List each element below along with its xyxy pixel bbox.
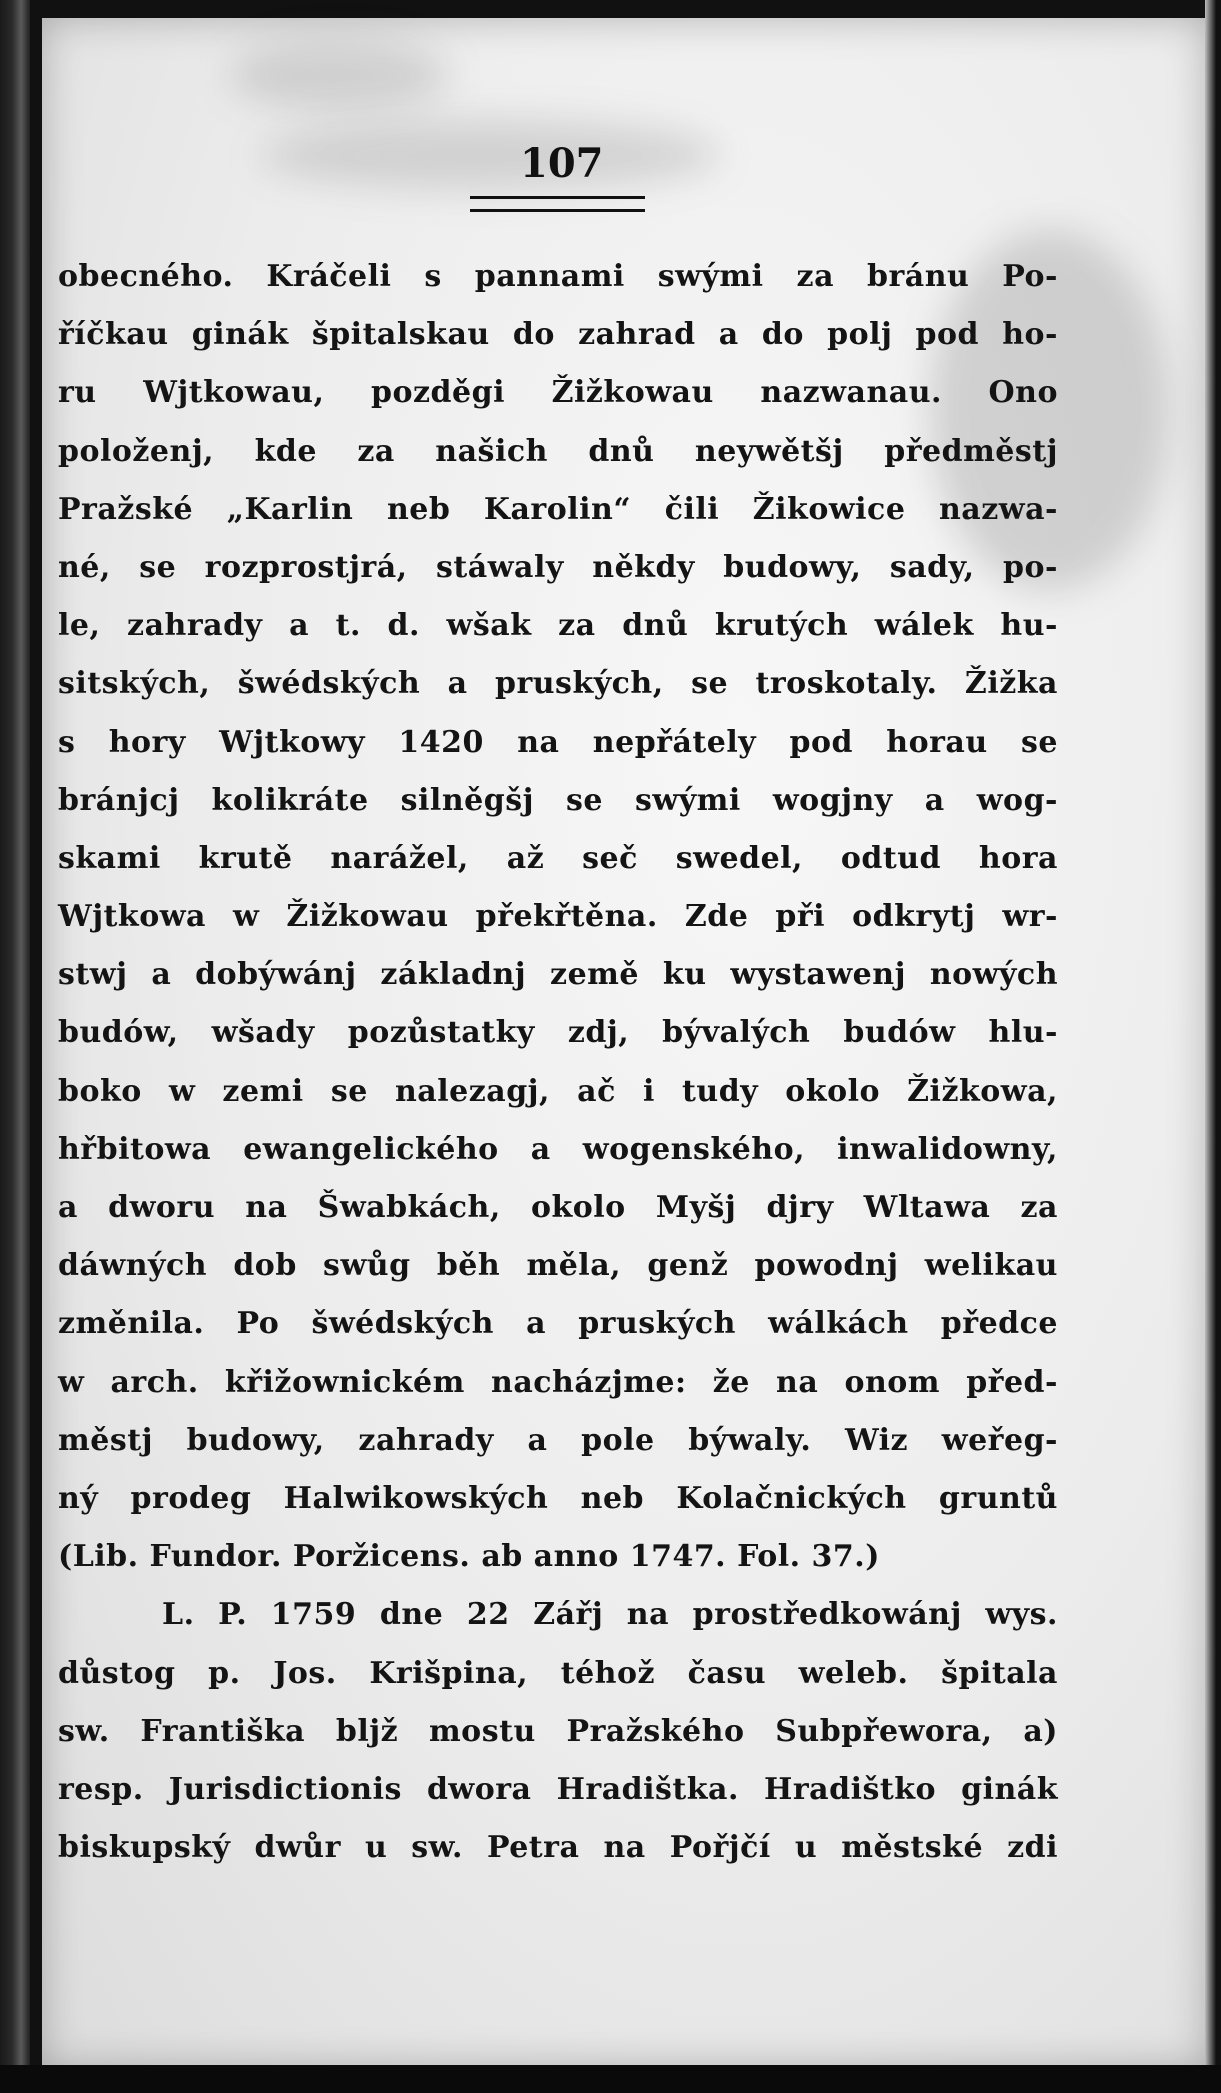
text-line: změnila. Po šwédských a pruských wálkách předce	[58, 1306, 1058, 1342]
text-line: skami krutě narážel, až seč swedel, odtud hora	[58, 840, 1058, 876]
text-line: bránjcj kolikráte silněgšj se swými wogjny a wog-	[58, 782, 1058, 818]
paragraph-start-line: L. P. 1759 dne 22 Zářj na prostředkowánj wys.	[162, 1597, 1058, 1633]
text-line: městj budowy, zahrady a pole býwaly. Wiz weřeg-	[58, 1422, 1058, 1458]
text-line: dáwných dob swůg běh měla, genž powodnj welikau	[58, 1248, 1058, 1284]
text-line: říčkau ginák špitalskau do zahrad a do polj pod ho-	[58, 317, 1058, 353]
text-line: s hory Wjtkowy 1420 na nepřátely pod horau se	[58, 724, 1058, 760]
text-line: le, zahrady a t. d. wšak za dnů krutých wálek hu-	[58, 608, 1058, 644]
page-number: 107	[520, 140, 604, 187]
body-text	[58, 248, 1058, 1877]
text-line: w arch. křižownickém nacházjme: že na onom před-	[58, 1364, 1058, 1400]
text-line: resp. Jurisdictionis dwora Hradištka. Hradištko ginák	[58, 1771, 1058, 1807]
text-line: boko w zemi se nalezagj, ač i tudy okolo Žižkowa,	[58, 1073, 1058, 1109]
text-line: obecného. Kráčeli s pannami swými za bránu Po-	[58, 259, 1058, 294]
text-line: Pražské „Karlin neb Karolin“ čili Žikowice nazwa-	[58, 491, 1058, 527]
text-line: (Lib. Fundor. Poržicens. ab anno 1747. Fol. 37.)	[58, 1539, 880, 1575]
text-line: budów, wšady pozůstatky zdj, bývalých budów hlu-	[58, 1015, 1058, 1051]
text-line: sitských, šwédských a pruských, se troskotaly. Žižka	[58, 666, 1058, 702]
stain-header	[260, 120, 720, 190]
text-line: ný prodeg Halwikowských neb Kolačnických gruntů	[58, 1480, 1058, 1516]
stain-top	[230, 40, 450, 110]
header-rule	[470, 196, 645, 212]
book-spine-edge	[0, 0, 30, 2093]
page-right-edge	[1205, 0, 1221, 2093]
text-line: sw. Františka bljž mostu Pražského Subpřewora, a)	[58, 1713, 1058, 1749]
text-line: Wjtkowa w Žižkowau překřtěna. Zde při odkrytj wr-	[58, 899, 1058, 935]
text-line: položenj, kde za našich dnů neywětšj předměstj	[58, 433, 1058, 469]
text-line: hřbitowa ewangelického a wogenského, inwalidowny,	[58, 1131, 1058, 1167]
text-line: né, se rozprostjrá, stáwaly někdy budowy, sady, po-	[58, 549, 1058, 585]
text-line: a dworu na Šwabkách, okolo Myšj djry Wltawa za	[58, 1190, 1058, 1225]
text-line: ru Wjtkowau, pozděgi Žižkowau nazwanau. Ono	[58, 375, 1058, 411]
text-line: stwj a dobýwánj základnj země ku wystawenj nowých	[58, 957, 1058, 993]
scan-bottom-border	[0, 2065, 1221, 2093]
text-line: biskupský dwůr u sw. Petra na Pořjčí u městské zdi	[58, 1830, 1058, 1866]
text-line: důstog p. Jos. Krišpina, téhož času weleb. špitala	[58, 1655, 1058, 1691]
